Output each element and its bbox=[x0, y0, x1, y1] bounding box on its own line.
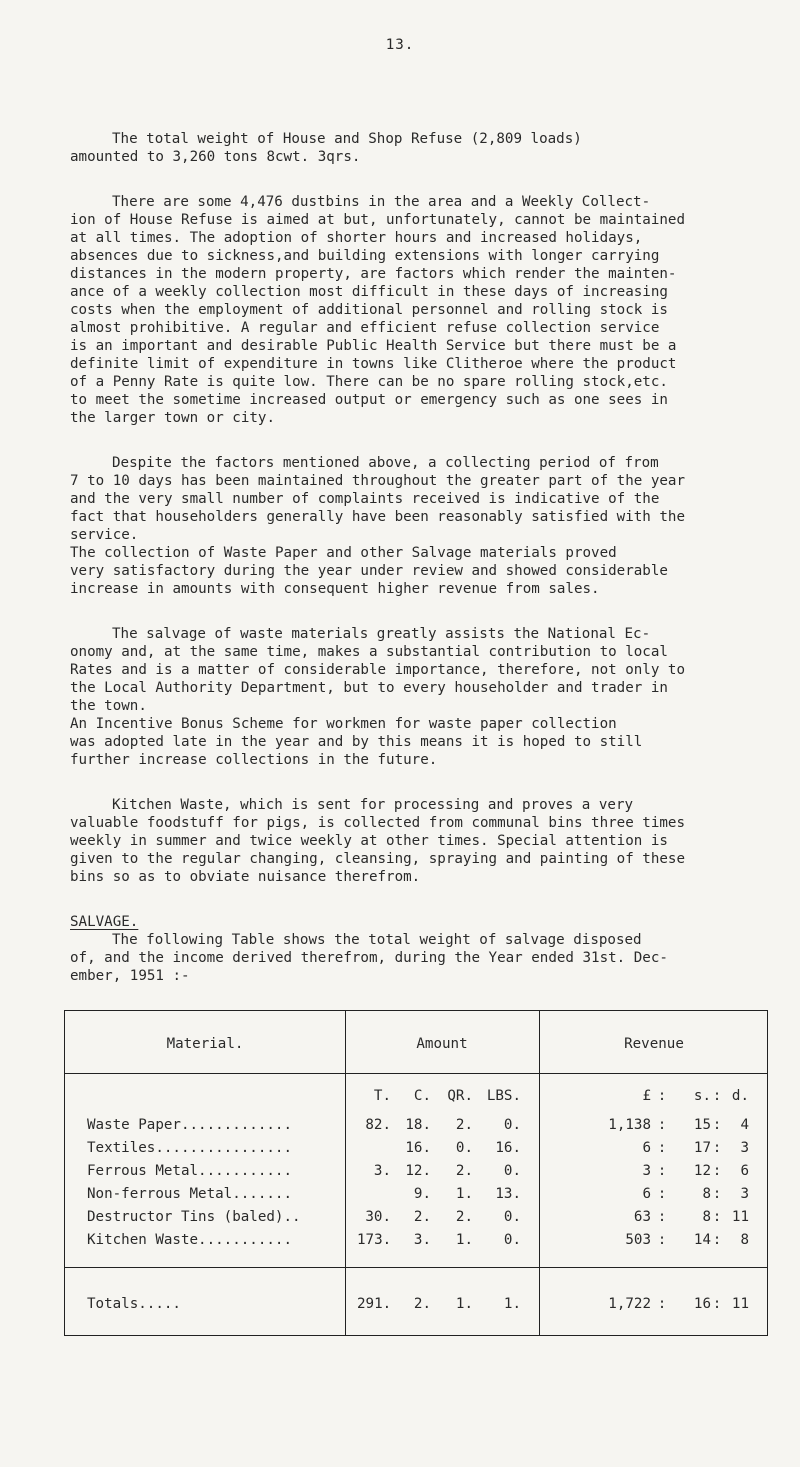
table-row-s: 8 bbox=[702, 1186, 711, 1202]
table-row-pounds: 503 bbox=[625, 1232, 651, 1248]
header-revenue: Revenue bbox=[624, 1036, 684, 1052]
table-row-lbs: 0. bbox=[503, 1209, 521, 1225]
paragraph-weekly-collection: There are some 4,476 dustbins in the area and a Weekly Collect- ion of House Refuse is aimed at but, unfortunately, cannot be maintained at all times. The adoption of shorter hours and increased holidays, absences due to sickness,and building extensions with longer carrying distances in the modern property, are factors which render the mainten- ance of a weekly collection most difficult in these days of increasing costs when the employment of additional personnel and rolling stock is almost prohibitive. A regular and efficient refuse collection service is an important and desirable Public Health Service but there must be a definite limit of expenditure in towns like Clitheroe where the product of a Penny Rate is quite low. There can be no spare rolling stock,etc. to meet the sometime increased output or emergency such as one sees in the larger town or city. bbox=[70, 194, 685, 426]
column-colon: : bbox=[657, 1209, 667, 1225]
unit-s: s. bbox=[693, 1088, 711, 1104]
table-row-pounds: 1,138 bbox=[608, 1117, 651, 1133]
table-row-qr: 1. bbox=[455, 1186, 473, 1202]
column-colon: : bbox=[657, 1163, 667, 1179]
column-colon: : bbox=[657, 1186, 667, 1202]
table-row-material: Destructor Tins (baled).. bbox=[87, 1209, 301, 1225]
unit-lbs: LBS. bbox=[486, 1088, 521, 1104]
column-colon: : bbox=[712, 1232, 722, 1248]
salvage-heading: SALVAGE. bbox=[70, 914, 139, 930]
table-row-c: 18. bbox=[405, 1117, 431, 1133]
table-row-pounds: 63 bbox=[633, 1209, 651, 1225]
unit-pounds: £ bbox=[642, 1088, 651, 1104]
totals-t: 291. bbox=[357, 1296, 392, 1312]
header-amount: Amount bbox=[416, 1036, 468, 1052]
table-row-t: 173. bbox=[357, 1232, 392, 1248]
column-colon: : bbox=[657, 1140, 667, 1156]
column-colon: : bbox=[657, 1088, 667, 1104]
column-divider bbox=[539, 1011, 540, 1335]
table-row-material: Ferrous Metal........... bbox=[87, 1163, 292, 1179]
table-row-d: 3 bbox=[740, 1186, 749, 1202]
totals-lbs: 1. bbox=[503, 1296, 521, 1312]
table-row-t: 82. bbox=[365, 1117, 391, 1133]
table-row-t: 3. bbox=[373, 1163, 391, 1179]
table-row-d: 8 bbox=[740, 1232, 749, 1248]
unit-qr: QR. bbox=[447, 1088, 473, 1104]
column-colon: : bbox=[712, 1186, 722, 1202]
column-colon: : bbox=[657, 1296, 667, 1312]
page-number: 13. bbox=[385, 37, 415, 53]
column-colon: : bbox=[712, 1209, 722, 1225]
totals-pounds: 1,722 bbox=[608, 1296, 651, 1312]
table-row-s: 12 bbox=[693, 1163, 711, 1179]
column-colon: : bbox=[657, 1117, 667, 1133]
table-row-pounds: 6 bbox=[642, 1140, 651, 1156]
totals-d: 11 bbox=[731, 1296, 749, 1312]
table-row-t: 30. bbox=[365, 1209, 391, 1225]
totals-label: Totals..... bbox=[87, 1296, 181, 1312]
unit-d: d. bbox=[731, 1088, 749, 1104]
paragraph-incentive-bonus: An Incentive Bonus Scheme for workmen for waste paper collection was adopted late in the year and by this means it is hoped to still further increase collections in the future. bbox=[70, 716, 643, 768]
paragraph-collecting-period: Despite the factors mentioned above, a collecting period of from 7 to 10 days has been maintained throughout the greater part of the year and the very small number of complaints received is indicative of the fact that householders generally have been reasonably satisfied with the service. bbox=[70, 455, 685, 543]
column-divider bbox=[345, 1011, 346, 1335]
paragraph-refuse-weight: The total weight of House and Shop Refuse (2,809 loads) amounted to 3,260 tons 8cwt. 3qrs. bbox=[70, 131, 582, 165]
totals-c: 2. bbox=[413, 1296, 431, 1312]
table-row-qr: 0. bbox=[455, 1140, 473, 1156]
table-row-d: 4 bbox=[740, 1117, 749, 1133]
table-row-lbs: 13. bbox=[495, 1186, 521, 1202]
table-row-lbs: 0. bbox=[503, 1117, 521, 1133]
salvage-table bbox=[64, 1010, 768, 1336]
table-row-material: Textiles................ bbox=[87, 1140, 292, 1156]
unit-c: C. bbox=[413, 1088, 431, 1104]
table-row-d: 3 bbox=[740, 1140, 749, 1156]
column-colon: : bbox=[712, 1163, 722, 1179]
row-divider bbox=[65, 1267, 767, 1268]
table-row-s: 14 bbox=[693, 1232, 711, 1248]
salvage-intro: The following Table shows the total weight of salvage disposed of, and the income derived therefrom, during the Year ended 31st. Dec- ember, 1951 :- bbox=[70, 932, 668, 984]
table-row-c: 12. bbox=[405, 1163, 431, 1179]
table-row-s: 17 bbox=[693, 1140, 711, 1156]
table-row-pounds: 6 bbox=[642, 1186, 651, 1202]
table-row-c: 3. bbox=[413, 1232, 431, 1248]
paragraph-salvage-economy: The salvage of waste materials greatly assists the National Ec- onomy and, at the same time, makes a substantial contribution to local Rates and is a matter of considerable importance, therefore, not only to the Local Authority Department, but to every householder and trader in the town. bbox=[70, 626, 685, 714]
row-divider bbox=[65, 1073, 767, 1074]
table-row-pounds: 3 bbox=[642, 1163, 651, 1179]
column-colon: : bbox=[712, 1088, 722, 1104]
totals-s: 16 bbox=[693, 1296, 711, 1312]
table-row-qr: 1. bbox=[455, 1232, 473, 1248]
table-row-material: Kitchen Waste........... bbox=[87, 1232, 292, 1248]
table-row-material: Non-ferrous Metal....... bbox=[87, 1186, 292, 1202]
table-row-s: 8 bbox=[702, 1209, 711, 1225]
totals-qr: 1. bbox=[455, 1296, 473, 1312]
table-row-qr: 2. bbox=[455, 1163, 473, 1179]
paragraph-kitchen-waste: Kitchen Waste, which is sent for processing and proves a very valuable foodstuff for pigs, is collected from communal bins three times weekly in summer and twice weekly at other times. Special attention is given to the regular changing, cleansing, spraying and painting of these bins so as to obviate nuisance therefrom. bbox=[70, 797, 685, 885]
table-row-c: 16. bbox=[405, 1140, 431, 1156]
table-row-c: 9. bbox=[413, 1186, 431, 1202]
table-row-s: 15 bbox=[693, 1117, 711, 1133]
table-row-d: 6 bbox=[740, 1163, 749, 1179]
table-row-material: Waste Paper............. bbox=[87, 1117, 292, 1133]
table-row-lbs: 0. bbox=[503, 1163, 521, 1179]
column-colon: : bbox=[712, 1296, 722, 1312]
table-row-qr: 2. bbox=[455, 1209, 473, 1225]
column-colon: : bbox=[712, 1140, 722, 1156]
table-row-d: 11 bbox=[731, 1209, 749, 1225]
column-colon: : bbox=[657, 1232, 667, 1248]
paragraph-waste-paper: The collection of Waste Paper and other Salvage materials proved very satisfactory during the year under review and showed considerable increase in amounts with consequent higher revenue from sales. bbox=[70, 545, 668, 597]
table-row-lbs: 16. bbox=[495, 1140, 521, 1156]
table-row-qr: 2. bbox=[455, 1117, 473, 1133]
unit-t: T. bbox=[373, 1088, 391, 1104]
column-colon: : bbox=[712, 1117, 722, 1133]
table-row-c: 2. bbox=[413, 1209, 431, 1225]
header-material: Material. bbox=[166, 1036, 244, 1052]
document-body bbox=[70, 130, 760, 985]
table-row-lbs: 0. bbox=[503, 1232, 521, 1248]
